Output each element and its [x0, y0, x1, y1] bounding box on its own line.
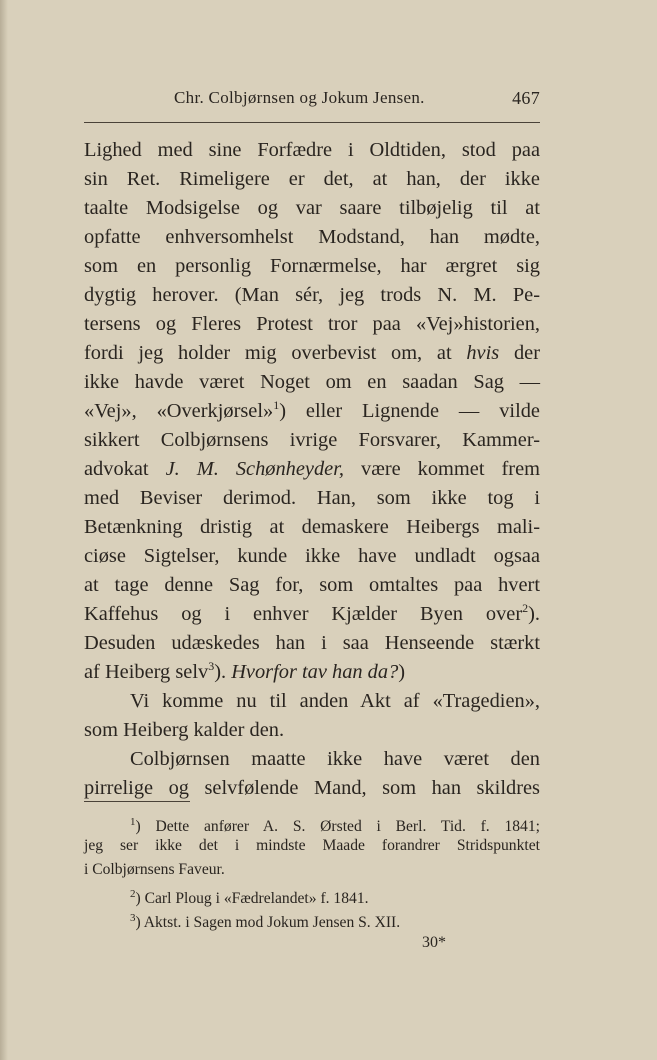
- footnote-line: i Colbjørnsens Faveur.: [84, 861, 225, 878]
- text-line: Betænkning dristig at demaskere Heibergs mali-: [84, 516, 540, 538]
- text-line: [84, 397, 540, 426]
- footnote-number: 3: [130, 912, 136, 924]
- running-title: Chr. Colbjørnsen og Jokum Jensen.: [174, 88, 425, 107]
- text-line: med Beviser derimod. Han, som ikke tog i: [84, 487, 540, 509]
- text-run: ) eller Lignende — vilde: [279, 400, 540, 422]
- running-header: [84, 86, 540, 114]
- text-run: advokat: [84, 458, 166, 480]
- text-line: at tage denne Sag for, som omtaltes paa hvert: [84, 574, 540, 596]
- text-run: ): [398, 661, 406, 683]
- emphasis: hvis: [466, 342, 500, 364]
- footnote-ref: 3: [208, 659, 215, 673]
- text-line: [84, 455, 540, 484]
- text-line: [84, 600, 540, 629]
- text-line: sin Ret. Rimeligere er det, at han, der ikke: [84, 168, 540, 190]
- text-run: der: [499, 342, 540, 364]
- footnote-ref: 2: [522, 601, 529, 615]
- footnote-number: 1: [130, 816, 136, 828]
- text-line: ciøse Sigtelser, kunde ikke have undladt ogsaa: [84, 545, 540, 567]
- header-rule: [84, 122, 540, 123]
- text-run: ) Dette anfører A. S. Ørsted i Berl. Tid. f. 1841;: [135, 818, 540, 835]
- page-edge: [0, 0, 8, 1060]
- page-number: 467: [512, 88, 540, 108]
- text-run: fordi jeg holder mig overbevist om, at: [84, 342, 467, 364]
- text-line: sikkert Colbjørnsens ivrige Forsvarer, Kammer-: [84, 429, 540, 451]
- text-run: ) Carl Ploug i «Fædrelandet» f. 1841.: [135, 890, 369, 907]
- emphasis: J. M. Schønheyder,: [165, 458, 344, 480]
- footnote-line: [84, 810, 540, 834]
- footnotes: [84, 810, 540, 930]
- text-line: dygtig herover. (Man sér, jeg trods N. M. Pe-: [84, 284, 540, 306]
- text-run: være kommet frem: [344, 458, 541, 480]
- text-line: Vi komme nu til anden Akt af «Tragedien»,: [130, 690, 540, 712]
- text-run: ).: [214, 661, 232, 683]
- text-line: pirrelige og selvfølende Mand, som han skildres: [84, 777, 540, 799]
- text-line: ikke havde været Noget om en saadan Sag —: [84, 371, 540, 393]
- text-run: «Vej», «Overkjørsel»: [84, 400, 274, 422]
- footnote-rule: [84, 801, 190, 802]
- text-run: Kaffehus og i enhver Kjælder Byen over: [84, 603, 523, 625]
- text-line: som en personlig Fornærmelse, har ærgret sig: [84, 255, 540, 277]
- text-line: opfatte enhversomhelst Modstand, han mødte,: [84, 226, 540, 248]
- text-line: Desuden udæskedes han i saa Henseende stærkt: [84, 632, 540, 654]
- text-run: ).: [528, 603, 540, 625]
- text-run: af Heiberg selv: [84, 661, 209, 683]
- text-line: som Heiberg kalder den.: [84, 719, 285, 741]
- text-line: Lighed med sine Forfædre i Oldtiden, stod paa: [84, 139, 540, 161]
- text-line: taalte Modsigelse og var saare tilbøjelig til at: [84, 197, 540, 219]
- footnote-ref: 1: [273, 398, 280, 412]
- signature-mark: 30*: [422, 934, 446, 951]
- footnote-number: 2: [130, 888, 136, 900]
- footnote-line: [84, 906, 540, 930]
- emphasis: Hvorfor tav han da?: [231, 661, 399, 683]
- text-run: ) Aktst. i Sagen mod Jokum Jensen S. XII.: [135, 914, 401, 931]
- body-text: [84, 136, 540, 803]
- text-line: tersens og Fleres Protest tror paa «Vej»historien,: [84, 313, 540, 335]
- text-line: Colbjørnsen maatte ikke have været den: [130, 748, 540, 770]
- text-line: [84, 658, 540, 687]
- footnote-line: [84, 882, 540, 906]
- text-line: [84, 339, 540, 368]
- footnote-line: jeg ser ikke det i mindste Maade forandrer Stridspunktet: [84, 837, 540, 854]
